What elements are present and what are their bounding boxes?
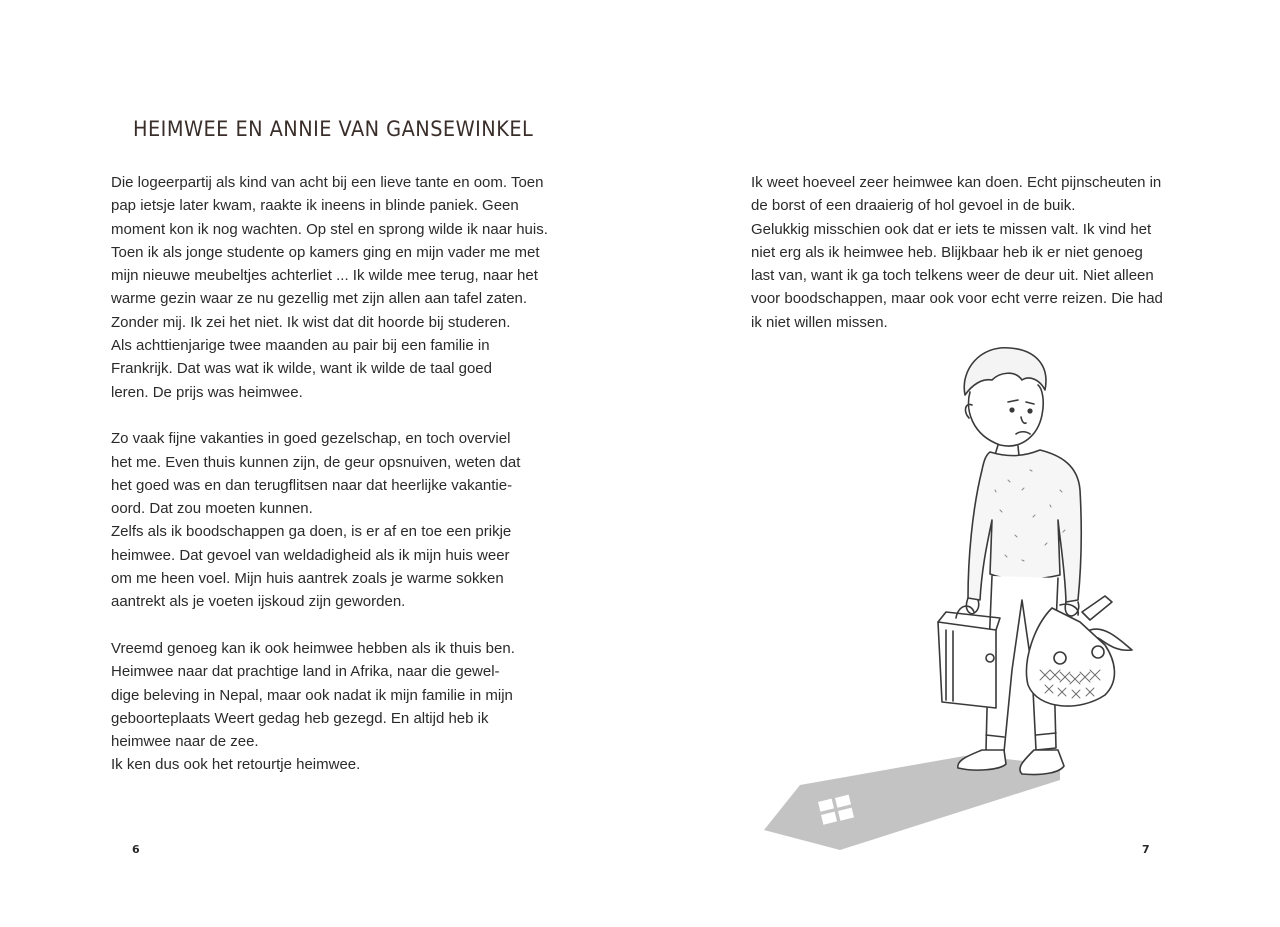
right-page — [640, 0, 1280, 927]
page-number-right: 7 — [1142, 843, 1150, 856]
text-line: heimwee. Dat gevoel van weldadigheid als ik mijn huis weer — [111, 546, 510, 564]
text-line: geboorteplaats Weert gedag heb gezegd. En altijd heb ik — [111, 709, 489, 727]
text-line: Als achttienjarige twee maanden au pair bij een familie in — [111, 337, 490, 355]
head — [969, 385, 1044, 446]
text-line: Zo vaak fijne vakanties in goed gezelschap, en toch overviel — [111, 430, 511, 448]
text-line: Heimwee naar dat prachtige land in Afrika, naar die gewel- — [111, 663, 500, 681]
text-line: Ik ken dus ook het retourtje heimwee. — [111, 756, 361, 774]
paragraph-gap — [111, 404, 551, 427]
text-line: Toen ik als jonge studente op kamers ging en mijn vader me met — [111, 243, 540, 261]
text-line: pap ietsje later kwam, raakte ik ineens in blinde paniek. Geen — [111, 197, 519, 215]
text-line: Gelukkig misschien ook dat er iets te missen valt. Ik vind het — [751, 220, 1152, 238]
paragraph-gap — [111, 614, 551, 637]
text-line: Die logeerpartij als kind van acht bij een lieve tante en oom. Toen — [111, 174, 544, 191]
text-line: Ik weet hoeveel zeer heimwee kan doen. Echt pijnscheuten in — [751, 174, 1162, 191]
text-line: Zonder mij. Ik zei het niet. Ik wist dat dit hoorde bij studeren. — [111, 313, 511, 331]
text-line: niet erg als ik heimwee heb. Blijkbaar heb ik er niet genoeg — [751, 243, 1143, 261]
text-line: aantrekt als je voeten ijskoud zijn geworden. — [111, 593, 406, 611]
left-body-text — [111, 171, 551, 777]
text-line: last van, want ik ga toch telkens weer de deur uit. Niet alleen — [751, 267, 1154, 285]
text-line: het me. Even thuis kunnen zijn, de geur opsnuiven, weten dat — [111, 453, 521, 471]
text-line: ik niet willen missen. — [751, 313, 888, 331]
text-line: om me heen voel. Mijn huis aantrek zoals je warme sokken — [111, 570, 504, 588]
text-line: voor boodschappen, maar ook voor echt verre reizen. Die had — [751, 290, 1163, 308]
right-shoe — [1020, 750, 1064, 775]
text-line: de borst of een draaierig of hol gevoel in de buik. — [751, 197, 1076, 215]
ground-shadow — [764, 755, 1060, 850]
text-line: warme gezin waar ze nu gezellig met zijn allen aan tafel zaten. — [111, 290, 528, 308]
text-line: moment kon ik nog wachten. Op stel en sprong wilde ik naar huis. — [111, 220, 548, 238]
text-line: leren. De prijs was heimwee. — [111, 383, 303, 401]
text-line: heimwee naar de zee. — [111, 733, 259, 751]
bottle — [1082, 596, 1112, 620]
text-line: dige beleving in Nepal, maar ook nadat ik mijn familie in mijn — [111, 686, 513, 704]
left-shoe — [958, 750, 1006, 770]
chapter-title: HEIMWEE EN ANNIE VAN GANSEWINKEL — [133, 117, 534, 141]
text-line: oord. Dat zou moeten kunnen. — [111, 500, 313, 518]
text-line: mijn nieuwe meubeltjes achterliet ... Ik wilde mee terug, naar het — [111, 267, 538, 285]
text-line: Frankrijk. Dat was wat ik wilde, want ik wilde de taal goed — [111, 360, 492, 378]
right-body-text — [751, 171, 1181, 334]
text-line: Vreemd genoeg kan ik ook heimwee hebben als ik thuis ben. — [111, 639, 515, 657]
page-number-left: 6 — [132, 843, 140, 856]
text-line: Zelfs als ik boodschappen ga doen, is er af en toe een prikje — [111, 523, 512, 541]
text-line: het goed was en dan terugflitsen naar dat heerlijke vakantie- — [111, 476, 513, 494]
boy-with-suitcase-illustration — [760, 340, 1160, 860]
